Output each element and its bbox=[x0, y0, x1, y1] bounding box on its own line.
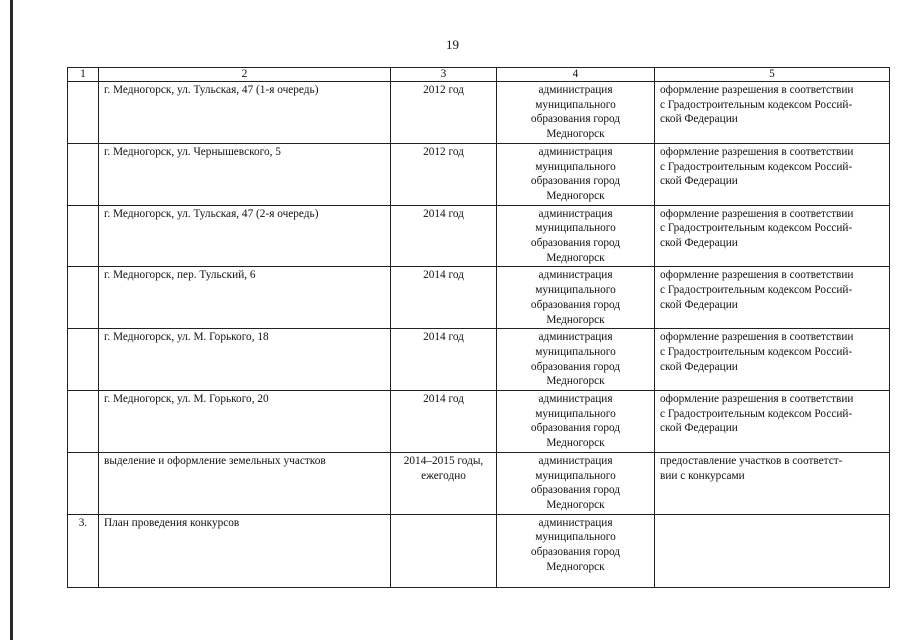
responsible-line: образования город bbox=[530, 237, 621, 250]
date-line: 2012 год bbox=[423, 84, 464, 96]
note-line: оформление разрешения в соответствии bbox=[660, 145, 854, 158]
date-cell bbox=[391, 267, 497, 329]
responsible-line: образования город bbox=[530, 113, 621, 126]
responsible-line: муниципального bbox=[535, 160, 616, 173]
date-cell bbox=[391, 82, 497, 144]
responsible-line: администрация bbox=[538, 207, 613, 220]
table-row bbox=[68, 391, 890, 453]
page-number: 19 bbox=[446, 37, 459, 52]
scan-edge-bar bbox=[10, 0, 13, 640]
note-line: ской Федерации bbox=[660, 113, 738, 126]
table-row bbox=[68, 143, 890, 205]
responsible-line: образования город bbox=[530, 175, 621, 188]
note-line: с Градостроительным кодексом Россий- bbox=[660, 160, 853, 173]
responsible-line: Медногорск bbox=[546, 313, 605, 326]
note-line: вии с конкурсами bbox=[660, 469, 745, 482]
column-header: 2 bbox=[99, 68, 391, 82]
column-header: 1 bbox=[68, 68, 99, 82]
table-row bbox=[68, 267, 890, 329]
note-cell bbox=[655, 391, 890, 453]
responsible-line: Медногорск bbox=[546, 128, 605, 141]
date-cell bbox=[391, 452, 497, 514]
table-row bbox=[68, 205, 890, 267]
note-cell bbox=[655, 143, 890, 205]
address-cell: выделение и оформление земельных участков bbox=[99, 452, 391, 514]
note-cell bbox=[655, 514, 890, 587]
date-line: 2014 год bbox=[423, 207, 464, 220]
note-cell bbox=[655, 329, 890, 391]
note-line: оформление разрешения в соответствии bbox=[660, 331, 854, 344]
address-cell: г. Медногорск, ул. Тульская, 47 (1-я очередь) bbox=[99, 82, 391, 144]
note-line: оформление разрешения в соответствии bbox=[660, 84, 854, 96]
note-line: с Градостроительным кодексом Россий- bbox=[660, 407, 853, 420]
note-line: ской Федерации bbox=[660, 360, 738, 373]
responsible-line: администрация bbox=[538, 454, 613, 467]
address-cell: План проведения конкурсов bbox=[99, 514, 391, 587]
responsible-line: администрация bbox=[538, 516, 613, 529]
date-cell bbox=[391, 329, 497, 391]
table-row bbox=[68, 514, 890, 587]
responsible-line: администрация bbox=[538, 84, 613, 96]
responsible-line: муниципального bbox=[535, 469, 616, 482]
responsible-line: муниципального bbox=[535, 98, 616, 111]
note-line: с Градостроительным кодексом Россий- bbox=[660, 345, 853, 358]
row-number-cell bbox=[68, 267, 99, 329]
row-number-cell bbox=[68, 143, 99, 205]
row-number-cell bbox=[68, 205, 99, 267]
row-number-cell: 3. bbox=[68, 514, 99, 587]
row-number-cell bbox=[68, 329, 99, 391]
table-row bbox=[68, 82, 890, 144]
date-line: 2014 год bbox=[423, 393, 464, 406]
note-line: ской Федерации bbox=[660, 298, 738, 311]
responsible-line: образования город bbox=[530, 422, 621, 435]
date-line: 2014 год bbox=[423, 269, 464, 282]
column-number-row bbox=[68, 68, 890, 82]
responsible-cell bbox=[497, 391, 655, 453]
responsible-line: Медногорск bbox=[546, 560, 605, 573]
responsible-line: администрация bbox=[538, 269, 613, 282]
date-cell bbox=[391, 205, 497, 267]
note-line: ской Федерации bbox=[660, 237, 738, 250]
address-cell: г. Медногорск, пер. Тульский, 6 bbox=[99, 267, 391, 329]
responsible-line: муниципального bbox=[535, 531, 616, 544]
note-line: с Градостроительным кодексом Россий- bbox=[660, 222, 853, 235]
date-cell bbox=[391, 143, 497, 205]
date-line: 2014–2015 годы, bbox=[403, 454, 484, 467]
date-line: 2012 год bbox=[423, 145, 464, 158]
address-cell: г. Медногорск, ул. М. Горького, 18 bbox=[99, 329, 391, 391]
responsible-line: Медногорск bbox=[546, 437, 605, 450]
responsible-cell bbox=[497, 452, 655, 514]
table-row bbox=[68, 452, 890, 514]
column-header: 3 bbox=[391, 68, 497, 82]
row-number-cell bbox=[68, 82, 99, 144]
responsible-line: Медногорск bbox=[546, 251, 605, 264]
table-row bbox=[68, 329, 890, 391]
note-line: ской Федерации bbox=[660, 175, 738, 188]
responsible-cell bbox=[497, 82, 655, 144]
responsible-line: муниципального bbox=[535, 284, 616, 297]
responsible-line: Медногорск bbox=[546, 498, 605, 511]
note-cell bbox=[655, 205, 890, 267]
responsible-cell bbox=[497, 205, 655, 267]
responsible-cell bbox=[497, 514, 655, 587]
note-cell bbox=[655, 452, 890, 514]
responsible-line: образования город bbox=[530, 298, 621, 311]
note-line: оформление разрешения в соответствии bbox=[660, 393, 854, 406]
responsible-line: муниципального bbox=[535, 345, 616, 358]
responsible-line: образования город bbox=[530, 546, 621, 559]
date-cell bbox=[391, 391, 497, 453]
note-line: предоставление участков в соответст- bbox=[660, 454, 843, 467]
note-line: ской Федерации bbox=[660, 422, 738, 435]
responsible-cell bbox=[497, 267, 655, 329]
responsible-cell bbox=[497, 143, 655, 205]
row-number-cell bbox=[68, 452, 99, 514]
address-cell: г. Медногорск, ул. Чернышевского, 5 bbox=[99, 143, 391, 205]
column-header: 5 bbox=[655, 68, 890, 82]
column-header: 4 bbox=[497, 68, 655, 82]
responsible-line: администрация bbox=[538, 331, 613, 344]
responsible-line: администрация bbox=[538, 145, 613, 158]
responsible-cell bbox=[497, 329, 655, 391]
responsible-line: муниципального bbox=[535, 407, 616, 420]
note-line: с Градостроительным кодексом Россий- bbox=[660, 98, 853, 111]
responsible-line: образования город bbox=[530, 360, 621, 373]
responsible-line: Медногорск bbox=[546, 189, 605, 202]
responsible-line: Медногорск bbox=[546, 375, 605, 388]
note-cell bbox=[655, 267, 890, 329]
address-cell: г. Медногорск, ул. М. Горького, 20 bbox=[99, 391, 391, 453]
date-cell bbox=[391, 514, 497, 587]
address-cell: г. Медногорск, ул. Тульская, 47 (2-я очередь) bbox=[99, 205, 391, 267]
note-line: с Градостроительным кодексом Россий- bbox=[660, 284, 853, 297]
responsible-line: муниципального bbox=[535, 222, 616, 235]
note-line: оформление разрешения в соответствии bbox=[660, 269, 854, 282]
date-line: ежегодно bbox=[421, 469, 466, 482]
responsible-line: администрация bbox=[538, 393, 613, 406]
row-number-cell bbox=[68, 391, 99, 453]
note-cell bbox=[655, 82, 890, 144]
plan-table bbox=[67, 67, 890, 588]
date-line: 2014 год bbox=[423, 331, 464, 344]
note-line: оформление разрешения в соответствии bbox=[660, 207, 854, 220]
responsible-line: образования город bbox=[530, 484, 621, 497]
